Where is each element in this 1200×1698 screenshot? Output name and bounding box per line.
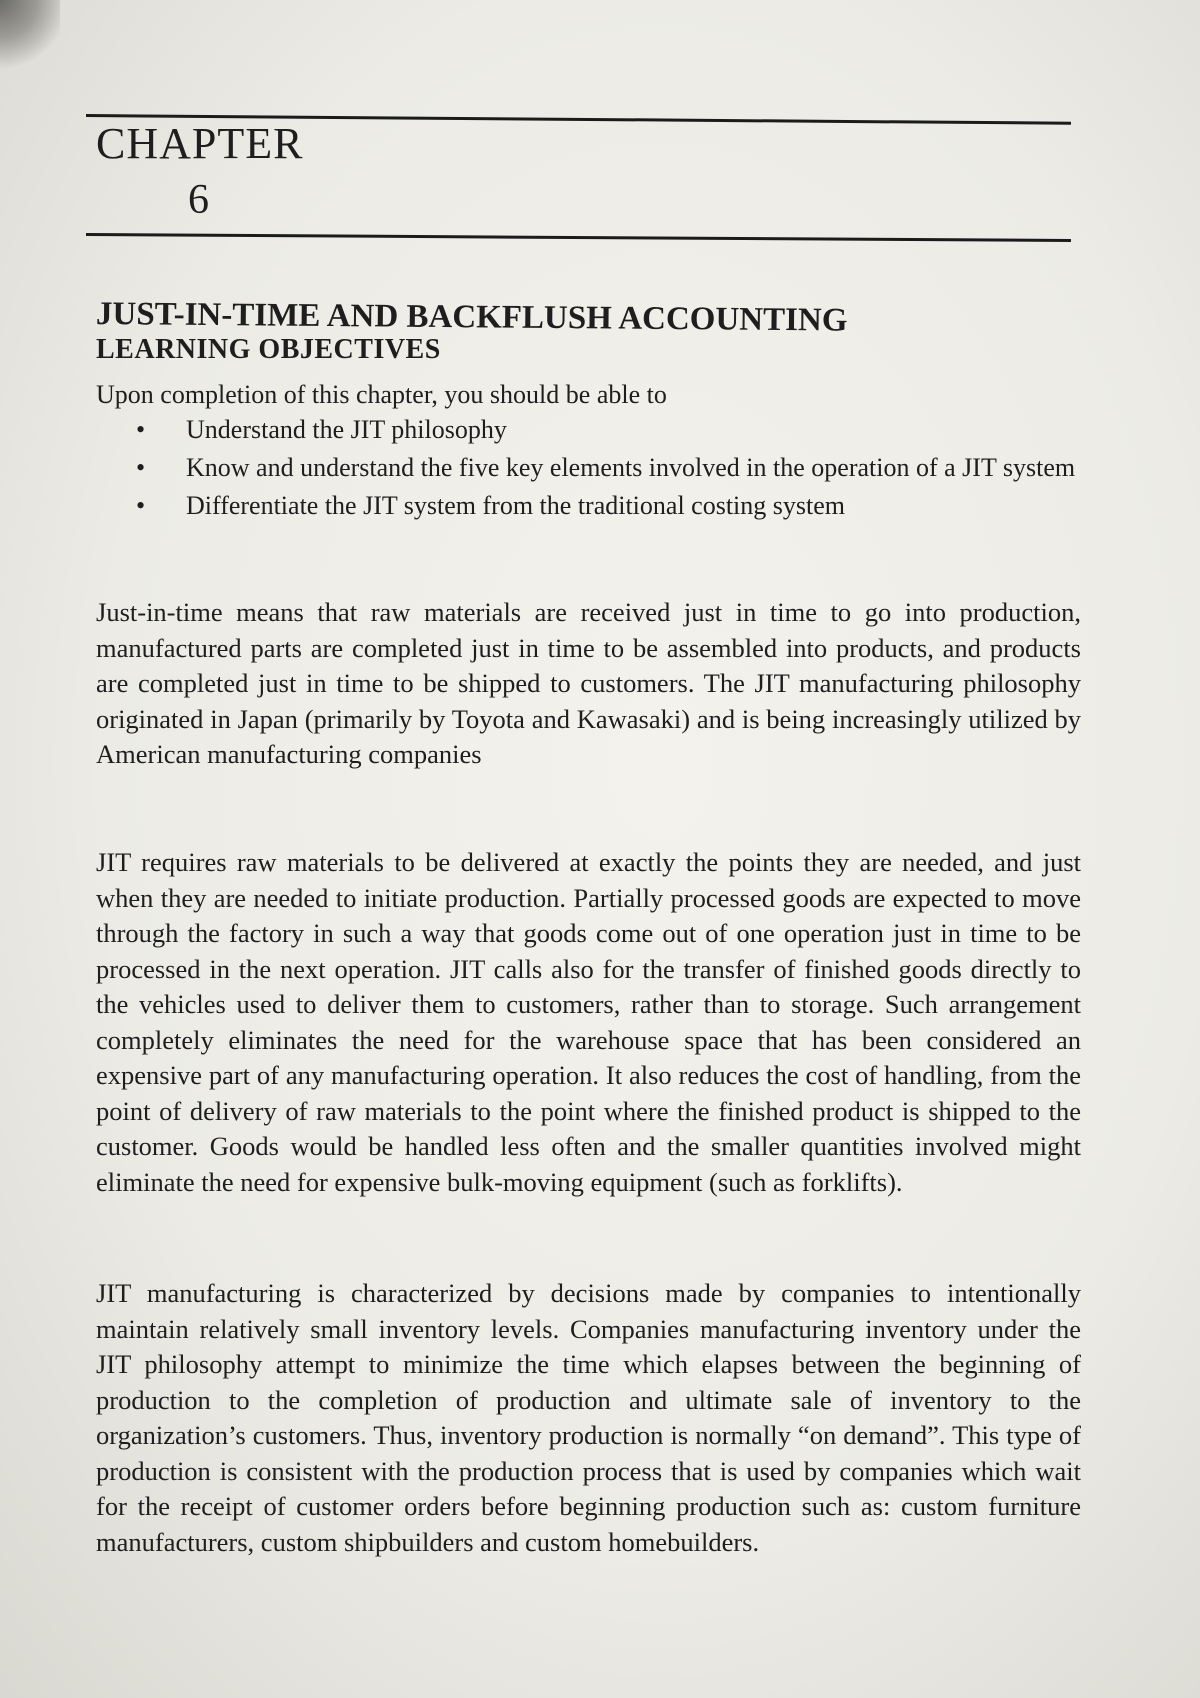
objective-text: Understand the JIT philosophy — [186, 415, 507, 444]
objective-text: Differentiate the JIT system from the traditional costing system — [186, 491, 846, 520]
bottom-rule — [86, 233, 1071, 242]
list-item — [136, 451, 1076, 485]
learning-objectives-heading: LEARNING OBJECTIVES — [96, 334, 441, 365]
bullet-icon: • — [136, 491, 146, 520]
learning-objectives-intro: Upon completion of this chapter, you should be able to — [96, 380, 667, 409]
objectives-list — [136, 413, 1076, 527]
list-item — [136, 413, 1076, 447]
body-paragraph-3: JIT manufacturing is characterized by decisions made by companies to intentionally maintain relatively small inventory levels. Companies manufacturing inventory under the JIT philosophy attempt to minimize the time which elapses between the beginning of production to the completion of production and ultimate sale of inventory to the organization’s customers. Thus, inventory production is normally “on demand”. This type of production is consistent with the production process that is used by companies which wait for the receipt of customer orders before beginning production such as: custom furniture manufacturers, custom shipbuilders and custom homebuilders. — [96, 1278, 1081, 1557]
list-item — [136, 489, 1076, 523]
bullet-icon: • — [136, 453, 146, 482]
bullet-icon: • — [136, 415, 146, 444]
page-corner-shadow — [0, 0, 60, 70]
chapter-number: 6 — [188, 177, 209, 223]
body-paragraph-1: Just-in-time means that raw materials are received just in time to go into production, manufactured parts are completed just in time to be assembled into products, and products are completed just in time to be shipped to customers. The JIT manufacturing philosophy originated in Japan (primarily by Toyota and Kawasaki) and is being increasingly utilized by American manufacturing companies — [96, 597, 1081, 769]
chapter-title: JUST-IN-TIME AND BACKFLUSH ACCOUNTING — [95, 296, 848, 339]
chapter-label: CHAPTER — [96, 119, 304, 168]
body-paragraph-2: JIT requires raw materials to be delivered at exactly the points they are needed, and just when they are needed to initiate production. Partially processed goods are expected to move through the factory in such a way that goods come out of one operation just in time to be processed in the next operation. JIT calls also for the transfer of finished goods directly to the vehicles used to deliver them to customers, rather than to storage. Such arrangement completely eliminates the need for the warehouse space that has been considered an expensive part of any manufacturing operation. It also reduces the cost of handling, from the point of delivery of raw materials to the point where the finished product is shipped to the customer. Goods would be handled less often and the smaller quantities involved might eliminate the need for expensive bulk-moving equipment (such as forklifts). — [96, 847, 1081, 1197]
objective-text: Know and understand the five key elements involved in the operation of a JIT system — [186, 453, 1076, 482]
